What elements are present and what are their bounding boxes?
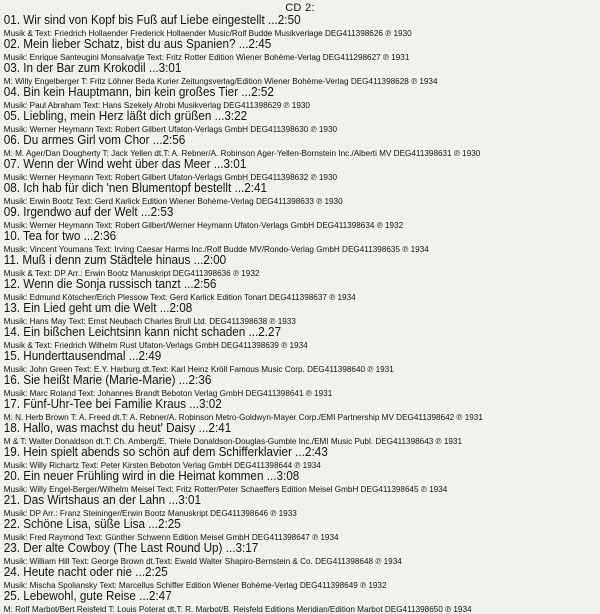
track-title: 24. Heute nacht oder nie ...2:25 xyxy=(3,565,168,579)
track-title: 21. Das Wirtshaus an der Lahn ...3:01 xyxy=(3,493,201,507)
track-item xyxy=(0,518,600,542)
track-credits: Musik: Werner Heymann Text: Robert Gilbert/Werner Heymann Ufaton-Verlags GmbH DEG411398634 ℗ 1932 xyxy=(3,219,404,230)
track-credits: Musik: Erwin Bootz Text: Gerd Karlick Edition Wiener Bohème-Verlag DEG411398633 ℗ 1930 xyxy=(3,195,343,206)
track-credits: Musik & Text: DP Arr.: Erwin Bootz Manuskript DEG411398636 ℗ 1932 xyxy=(3,267,260,278)
track-item xyxy=(0,350,600,374)
track-item xyxy=(0,14,600,38)
track-credits: Musik: DP Arr.: Franz Steininger/Erwin Bootz Manuskript DEG411398646 ℗ 1933 xyxy=(3,507,297,518)
track-title: 14. Ein bißchen Leichtsinn kann nicht schaden ...2.27 xyxy=(3,325,282,339)
track-item xyxy=(0,302,600,326)
track-item xyxy=(0,326,600,350)
track-credits: Musik: Werner Heymann Text: Robert Gilbert Ufaton-Verlags GmbH DEG411398632 ℗ 1930 xyxy=(3,171,338,182)
track-title: 04. Bin kein Hauptmann, bin kein großes Tier ...2:52 xyxy=(3,85,274,99)
track-credits: Musik: Edmund Kötscher/Erich Plessow Text: Gerd Karlick Edition Tonart DEG411398637 ℗ 1934 xyxy=(3,291,356,302)
track-title: 19. Hein spielt abends so schön auf dem Schifferklavier ...2:43 xyxy=(3,445,328,459)
track-item xyxy=(0,182,600,206)
track-title: 23. Der alte Cowboy (The Last Round Up) ...3:17 xyxy=(3,541,259,555)
track-item xyxy=(0,470,600,494)
track-credits: Musik: Fred Raymond Text: Günther Schwenn Edition Meisel GmbH DEG411398647 ℗ 1934 xyxy=(3,531,339,542)
track-item xyxy=(0,374,600,398)
track-item xyxy=(0,398,600,422)
track-item xyxy=(0,278,600,302)
track-credits: M & T: Walter Donaldson dt.T: Ch. Amberg/E. Thiele Donaldson-Douglas-Gumble Inc./EMI Music Publ. DEG411398643 ℗ 1931 xyxy=(3,435,463,446)
track-title: 13. Ein Lied geht um die Welt ...2:08 xyxy=(3,301,193,315)
track-item xyxy=(0,62,600,86)
track-title: 02. Mein lieber Schatz, bist du aus Spanien? ...2:45 xyxy=(3,37,272,51)
track-item xyxy=(0,134,600,158)
track-title: 08. Ich hab für dich 'nen Blumentopf bestellt ...2:41 xyxy=(3,181,268,195)
track-credits: Musik: Mischa Spoliansky Text: Marcellus Schiffer Edition Wiener Bohème-Verlag DEG411398649 ℗ 1932 xyxy=(3,579,387,590)
track-title: 12. Wenn die Sonja russisch tanzt ...2:56 xyxy=(3,277,217,291)
track-item xyxy=(0,206,600,230)
track-credits: Musik & Text: Friedrich Hollaender Frederick Hollaender Music/Rolf Budde Musikverlage DEG411398626 ℗ 1930 xyxy=(3,27,412,38)
track-title: 06. Du armes Girl vom Chor ...2:56 xyxy=(3,133,186,147)
track-title: 20. Ein neuer Frühling wird in die Heimat kommen ...3:08 xyxy=(3,469,300,483)
track-title: 16. Sie heißt Marie (Marie-Marie) ...2:36 xyxy=(3,373,212,387)
track-item xyxy=(0,158,600,182)
track-item xyxy=(0,494,600,518)
track-credits: M: Willy Engelberger T: Fritz Löhner Beda Kurier Zeitungsverlag/Edition Wiener Bohème-Verlag DEG411398628 ℗ 1934 xyxy=(3,75,438,86)
track-item xyxy=(0,110,600,134)
track-title: 07. Wenn der Wind weht über das Meer ...3:01 xyxy=(3,157,247,171)
track-item xyxy=(0,230,600,254)
track-item xyxy=(0,38,600,62)
track-item xyxy=(0,446,600,470)
track-title: 10. Tea for two ...2:36 xyxy=(3,229,117,243)
track-credits: M: Rolf Marbot/Bert Reisfeld T: Louis Poterat dt.T: R. Marbot/B. Reisfeld Editions Meridian/Edition Marbot DEG411398650 ℗ 1934 xyxy=(3,603,472,614)
track-credits: Musik: Paul Abraham Text: Hans Szekely Alrobi Musikverlag DEG411398629 ℗ 1930 xyxy=(3,99,310,110)
track-credits: M: M. Ager/Dan Dougherty T: Jack Yellen dt.T: A. Rebner/A. Robinson Ager-Yellen-Bornstein Inc./Alberti MV DEG411398631 ℗ 1930 xyxy=(3,147,481,158)
track-item xyxy=(0,254,600,278)
track-item xyxy=(0,566,600,590)
track-list xyxy=(0,14,600,614)
track-title: 18. Hallo, was machst du heut' Daisy ...2:41 xyxy=(3,421,232,435)
cd-header: CD 2: xyxy=(285,2,315,14)
track-title: 11. Muß i denn zum Städtele hinaus ...2:00 xyxy=(3,253,227,267)
track-credits: Musik: Hans May Text: Ernst Neubach Charles Brull Ltd. DEG411398638 ℗ 1933 xyxy=(3,315,296,326)
track-title: 09. Irgendwo auf der Welt ...2:53 xyxy=(3,205,174,219)
track-credits: Musik: Vincent Youmans Text: Irving Caesar Harms Inc./Rolf Budde MV/Rondo-Verlag GmbH DEG411398635 ℗ 1934 xyxy=(3,243,429,254)
track-credits: Musik: Werner Heymann Text: Robert Gilbert Ufaton-Verlags GmbH DEG411398630 ℗ 1930 xyxy=(3,123,338,134)
track-title: 15. Hunderttausendmal ...2:49 xyxy=(3,349,162,363)
track-credits: Musik: William Hill Text: George Brown dt.Text: Ewald Walter Shapiro-Bernstein & Co. DEG411398648 ℗ 1934 xyxy=(3,555,402,566)
track-title: 22. Schöne Lisa, süße Lisa ...2:25 xyxy=(3,517,181,531)
track-credits: Musik: Willy Richartz Text: Peter Kirsten Beboton Verlag GmbH DEG411398644 ℗ 1934 xyxy=(3,459,321,470)
track-credits: Musik: John Green Text: E.Y. Harburg dt.Text: Karl Heinz Kröll Famous Music Corp. DEG411398640 ℗ 1931 xyxy=(3,363,394,374)
track-item xyxy=(0,422,600,446)
track-item xyxy=(0,86,600,110)
track-title: 25. Lebewohl, gute Reise ...2:47 xyxy=(3,589,172,603)
track-credits: Musik: Marc Roland Text: Johannes Brandt Beboton Verlag GmbH DEG411398641 ℗ 1931 xyxy=(3,387,333,398)
track-credits: M: N. Herb Brown T: A. Freed dt.T: A. Rebner/A. Robinson Metro-Goldwyn-Mayer Corp./EMI Partnership MV DEG411398642 ℗ 1931 xyxy=(3,411,483,422)
track-title: 17. Fünf-Uhr-Tee bei Familie Kraus ...3:02 xyxy=(3,397,222,411)
track-credits: Musik & Text: Friedrich Wilhelm Rust Ufaton-Verlags GmbH DEG411398639 ℗ 1934 xyxy=(3,339,308,350)
track-title: 03. In der Bar zum Krokodil ...3:01 xyxy=(3,61,182,75)
track-title: 01. Wir sind von Kopf bis Fuß auf Liebe eingestellt ...2:50 xyxy=(3,13,301,27)
track-item xyxy=(0,590,600,614)
track-credits: Musik: Willy Engel-Berger/Wilhelm Meisel Text: Fritz Rotter/Peter Schaeffers Edition Meisel GmbH DEG411398645 ℗ 1934 xyxy=(3,483,448,494)
track-credits: Musik: Enrique Santeugini Monsalvatje Text: Fritz Rotter Edition Wiener Bohème-Verlag DEG411298627 ℗ 1931 xyxy=(3,51,410,62)
track-title: 05. Liebling, mein Herz läßt dich grüßen ...3:22 xyxy=(3,109,248,123)
track-item xyxy=(0,542,600,566)
